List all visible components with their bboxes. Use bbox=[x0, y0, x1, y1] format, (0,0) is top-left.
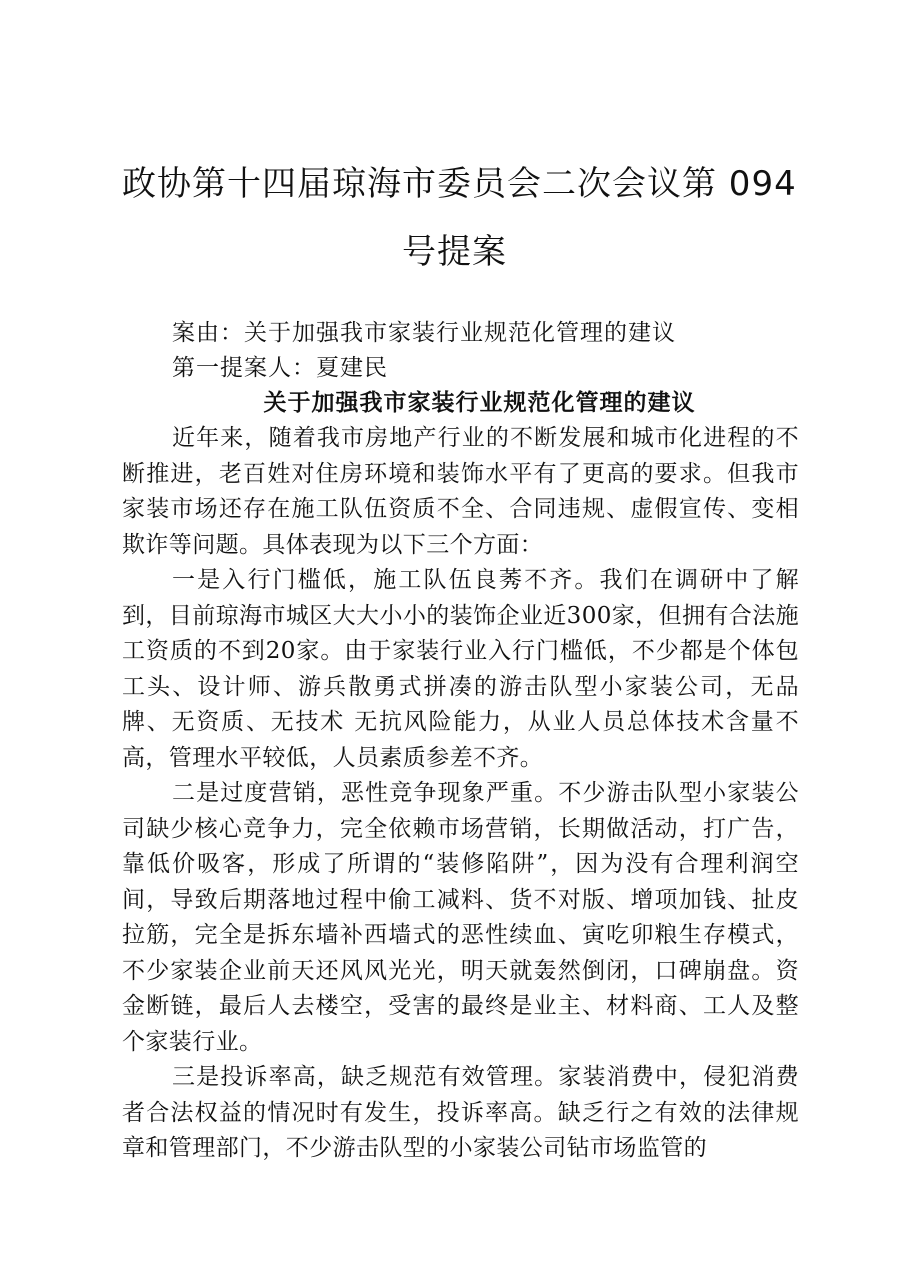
proposal-body bbox=[122, 421, 799, 1167]
body-paragraph-point-2: 二是过度营销，恶性竞争现象严重。不少游击队型小家装公司缺少核心竞争力，完全依赖市场营销，长期做活动，打广告，靠低价吸客，形成了所谓的“装修陷阱”，因为没有合理利润空间，导致后期落地过程中偷工减料、货不对版、增项加钱、扯皮拉筋，完全是拆东墙补西墙式的恶性续血、寅吃卯粮生存模式，不少家装企业前天还风风光光，明天就轰然倒闭，口碑崩盘。资金断链，最后人去楼空，受害的最终是业主、材料商、工人及整个家装行业。 bbox=[122, 780, 799, 1055]
body-paragraph-intro: 近年来，随着我市房地产行业的不断发展和城市化进程的不断推进，老百姓对住房环境和装饰水平有了更高的要求。但我市家装市场还存在施工队伍资质不全、合同违规、虚假宣传、变相欺诈等问题。具体表现为以下三个方面： bbox=[122, 425, 799, 558]
document-title-line-2: 号提案 bbox=[402, 232, 507, 272]
first-proposer: 第一提案人：夏建民 bbox=[172, 355, 388, 381]
body-paragraph-point-1: 一是入行门槛低，施工队伍良莠不齐。我们在调研中了解到，目前琼海市城区大大小小的装饰企业近300家，但拥有合法施工资质的不到20家。由于家装行业入行门槛低，不少都是个体包工头、设计师、游兵散勇式拼凑的游击队型小家装公司，无品牌、无资质、无技术 无抗风险能力，从业人员总体技术含量不高，管理水平较低，人员素质参差不齐。 bbox=[122, 567, 799, 771]
proposal-subtitle: 关于加强我市家装行业规范化管理的建议 bbox=[263, 389, 696, 416]
proposal-reason: 案由：关于加强我市家装行业规范化管理的建议 bbox=[172, 320, 676, 346]
document-title-line-1: 政协第十四届琼海市委员会二次会议第 094 bbox=[122, 164, 797, 204]
body-paragraph-point-3: 三是投诉率高，缺乏规范有效管理。家装消费中，侵犯消费者合法权益的情况时有发生，投诉率高。缺乏行之有效的法律规章和管理部门，不少游击队型的小家装公司钻市场监管的 bbox=[122, 1064, 799, 1161]
